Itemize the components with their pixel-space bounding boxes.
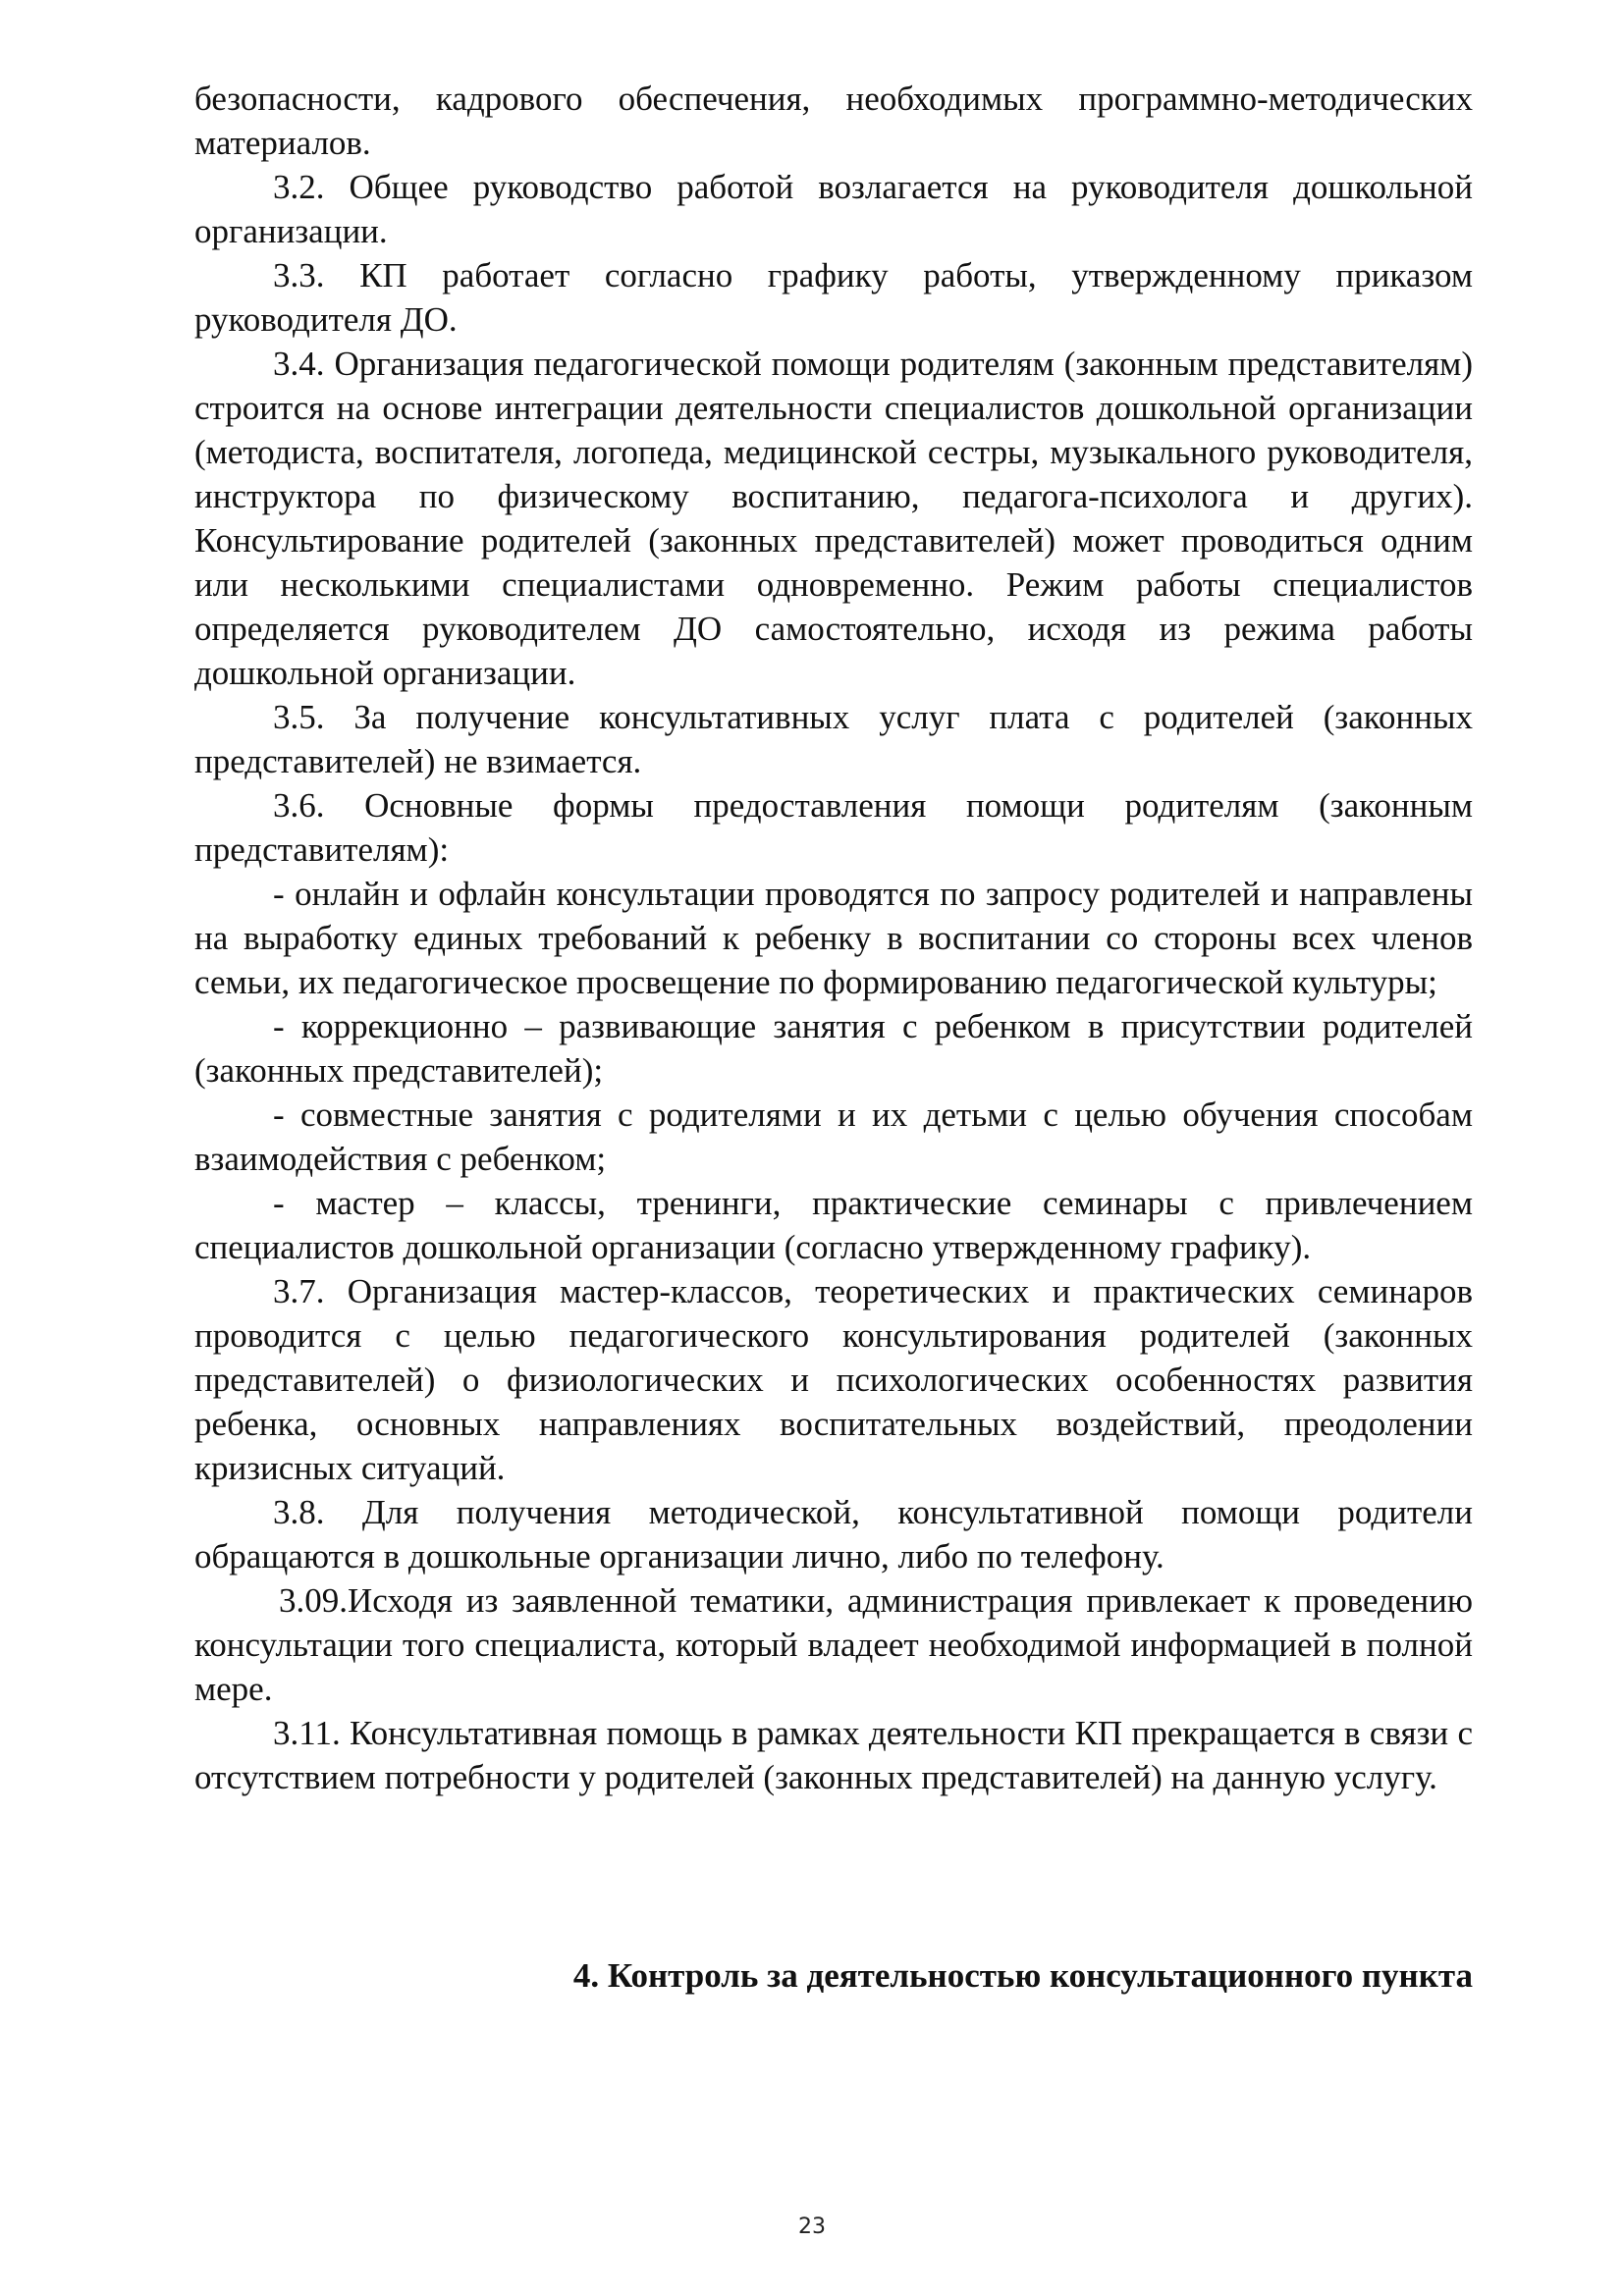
list-item-master-classes: - мастер – классы, тренинги, практические семинары с привлечением специалистов дошкольной организации (согласно утвержденному графику).: [194, 1184, 1473, 1266]
paragraph-3-3: 3.3. КП работает согласно графику работы, утвержденному приказом руководителя ДО.: [194, 256, 1473, 339]
paragraph-continuation: безопасности, кадрового обеспечения, необходимых программно-методических материалов.: [194, 80, 1473, 162]
paragraph-3-2: 3.2. Общее руководство работой возлагается на руководителя дошкольной организации.: [194, 168, 1473, 250]
paragraph-3-5: 3.5. За получение консультативных услуг плата с родителей (законных представителей) не взимается.: [194, 698, 1473, 780]
list-item-consultations: - онлайн и офлайн консультации проводятся по запросу родителей и направлены на выработку единых требований к ребенку в воспитании со стороны всех членов семьи, их педагогическое просвещение по формированию педагогической культуры;: [194, 875, 1473, 1001]
list-item-correction-classes: - коррекционно – развивающие занятия с ребенком в присутствии родителей (законных представителей);: [194, 1007, 1473, 1090]
paragraph-3-6: 3.6. Основные формы предоставления помощи родителям (законным представителям):: [194, 786, 1473, 869]
paragraph-3-09: 3.09.Исходя из заявленной тематики, администрация привлекает к проведению консультации того специалиста, который владеет необходимой информацией в полной мере.: [194, 1581, 1473, 1708]
paragraph-3-11: 3.11. Консультативная помощь в рамках деятельности КП прекращается в связи с отсутствием потребности у родителей (законных представителей) на данную услугу.: [194, 1714, 1473, 1796]
paragraph-3-7: 3.7. Организация мастер-классов, теоретических и практических семинаров проводится с целью педагогического консультирования родителей (законных представителей) о физиологических и психологических особенностях развития ребенка, основных направлениях воспитательных воздействий, преодолении кризисных ситуаций.: [194, 1272, 1473, 1487]
paragraph-3-4: 3.4. Организация педагогической помощи родителям (законным представителям) строится на основе интеграции деятельности специалистов дошкольной организации (методиста, воспитателя, логопеда, медицинской сестры, музыкального руководителя, инструктора по физическому воспитанию, педагога-психолога и других). Консультирование родителей (законных представителей) может проводиться одним или несколькими специалистами одновременно. Режим работы специалистов определяется руководителем ДО самостоятельно, исходя из режима работы дошкольной организации.: [194, 345, 1473, 692]
paragraph-3-8: 3.8. Для получения методической, консультативной помощи родители обращаются в дошкольные организации лично, либо по телефону.: [194, 1493, 1473, 1575]
body-text: [194, 77, 1473, 1799]
section-heading: 4. Контроль за деятельностью консультационного пункта: [572, 1956, 1473, 1995]
list-item-joint-classes: - совместные занятия с родителями и их детьми с целью обучения способам взаимодействия с ребенком;: [194, 1095, 1473, 1178]
page-number: 23: [798, 2215, 826, 2239]
